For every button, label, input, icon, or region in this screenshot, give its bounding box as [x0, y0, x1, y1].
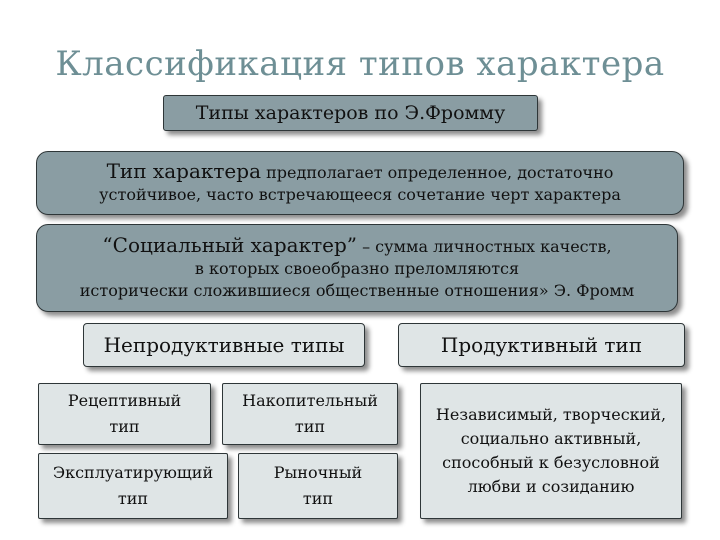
fromm-types-header-text: Типы характеров по Э.Фромму — [195, 102, 506, 124]
character-type-definition — [36, 151, 684, 215]
unproductive-types-category — [83, 323, 365, 367]
definition1-rest: предполагает определенное, достаточно — [261, 163, 614, 182]
hoarding-type-line2: тип — [294, 417, 326, 436]
definition2-line1 — [102, 234, 611, 258]
hoarding-type-line1: Накопительный — [242, 391, 378, 410]
productive-description-line: любви и созиданию — [467, 477, 635, 496]
definition2-term: “Социальный характер” — [102, 233, 357, 257]
marketing-type-line2: тип — [302, 489, 334, 508]
exploitative-type-line2: тип — [117, 489, 149, 508]
receptive-type-line2: тип — [109, 417, 140, 436]
marketing-type-line1: Рыночный — [273, 463, 363, 482]
fromm-types-header — [163, 95, 538, 131]
definition1-term: Тип характера — [106, 159, 261, 183]
definition2-line3: исторически сложившиеся общественные отношения» Э. Фромм — [79, 281, 635, 300]
social-character-definition — [36, 224, 678, 312]
definition1-line2: устойчивое, часто встречающееся сочетание черт характера — [99, 185, 621, 204]
marketing-type-box — [238, 453, 398, 519]
definition2-rest: – сумма личностных качеств, — [357, 237, 612, 256]
exploitative-type-box — [38, 453, 228, 519]
productive-type-description — [420, 383, 682, 519]
productive-description-line: способный к безусловной — [442, 453, 660, 472]
receptive-type-box — [38, 383, 211, 445]
definition1-line1 — [107, 160, 614, 184]
productive-type-label: Продуктивный тип — [440, 333, 643, 357]
productive-description-line: социально активный, — [460, 429, 642, 448]
exploitative-type-line1: Эксплуатирующий — [52, 463, 214, 482]
unproductive-types-label: Непродуктивные типы — [103, 333, 345, 357]
productive-description-line: Независимый, творческий, — [435, 405, 667, 424]
hoarding-type-box — [222, 383, 398, 445]
slide-title: Классификация типов характера — [55, 44, 665, 84]
receptive-type-line1: Рецептивный — [67, 391, 182, 410]
definition2-line2: в которых своеобразно преломляются — [194, 259, 520, 278]
productive-type-category — [398, 323, 685, 367]
